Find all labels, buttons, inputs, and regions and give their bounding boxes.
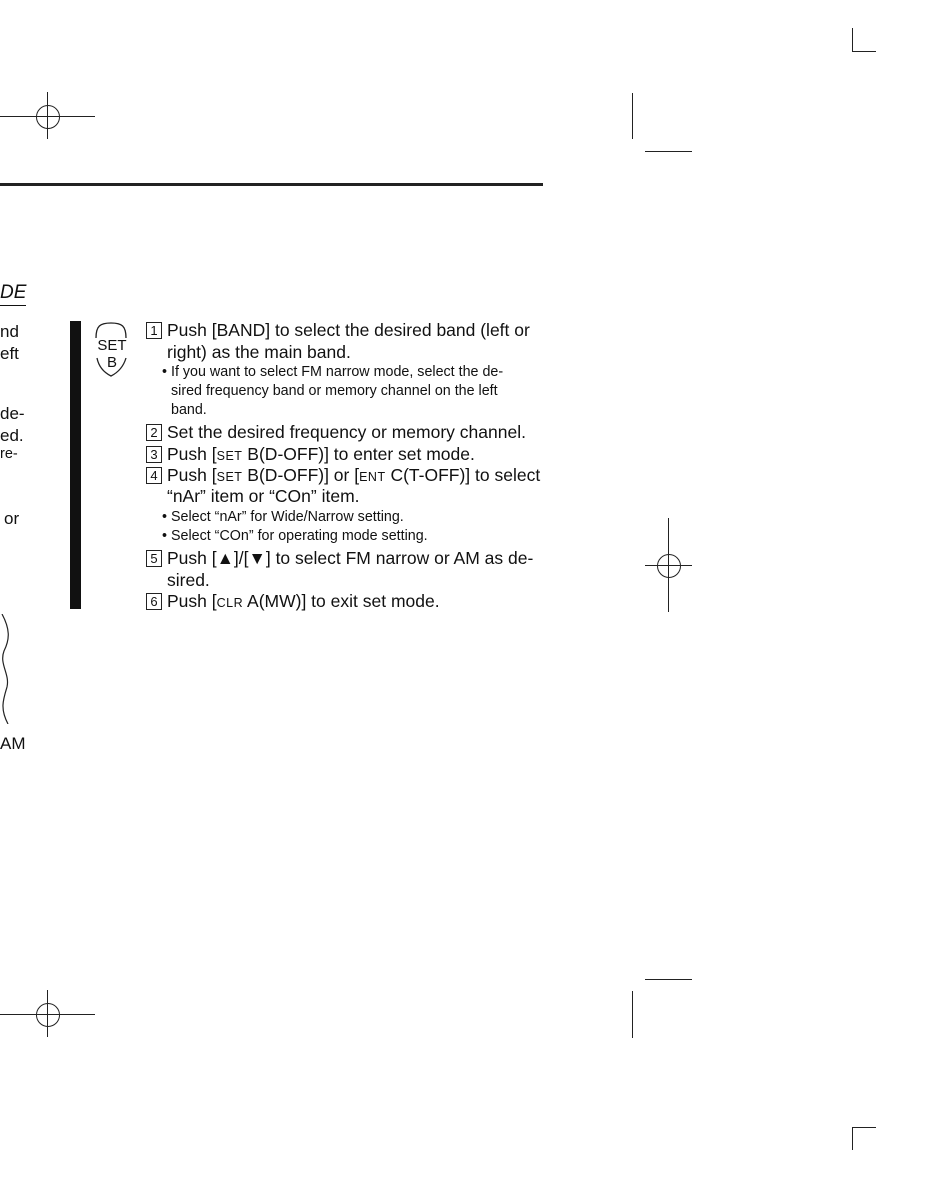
step-number: 3: [146, 446, 162, 463]
note-bullet-continuation: sired frequency band or memory channel on the left: [171, 383, 498, 399]
text-fragment: eft: [0, 344, 19, 363]
set-key-label: SET: [97, 337, 127, 354]
crop-mark: [852, 1127, 853, 1150]
key-label: ENT: [359, 470, 386, 484]
step-text: Push [BAND] to select the desired band (left or: [167, 320, 530, 340]
step-number: 5: [146, 550, 162, 567]
step-5: [146, 548, 533, 569]
text-fragment: AM: [0, 734, 26, 753]
text-fragment: or: [4, 509, 20, 528]
text-fragment: nd: [0, 322, 19, 341]
text-fragment: re-: [0, 446, 18, 462]
crop-mark: [632, 991, 633, 1038]
heading-fragment: DE: [0, 282, 26, 306]
step-number: 1: [146, 322, 162, 339]
step-3: [146, 444, 475, 467]
step-2: [146, 422, 526, 443]
step-1: [146, 320, 530, 341]
key-label: CLR: [216, 596, 244, 610]
crop-mark: [852, 28, 853, 51]
section-bar: [70, 321, 81, 609]
note-bullet: • Select “nAr” for Wide/Narrow setting.: [162, 509, 404, 525]
registration-mark-circle: [657, 554, 681, 578]
crop-mark: [852, 1127, 876, 1128]
step-text: B(D-OFF)] to enter set mode.: [242, 444, 475, 464]
step-4: [146, 465, 540, 488]
header-rule: [0, 183, 543, 186]
step-4-continuation: “nAr” item or “COn” item.: [167, 486, 360, 506]
crop-mark: [632, 93, 633, 139]
step-text: B(D-OFF)] or [: [242, 465, 360, 485]
crop-mark: [645, 979, 692, 980]
step-1-continuation: right) as the main band.: [167, 342, 351, 362]
crop-mark: [852, 51, 876, 52]
key-label: SET: [216, 470, 243, 484]
step-number: 2: [146, 424, 162, 441]
step-text: Push [: [167, 465, 217, 485]
step-text: Set the desired frequency or memory channel.: [167, 422, 526, 442]
note-bullet: • If you want to select FM narrow mode, select the de-: [162, 364, 504, 380]
text-fragment: de-: [0, 404, 25, 423]
step-5-continuation: sired.: [167, 570, 210, 590]
step-text: Push [: [167, 444, 217, 464]
step-text: Push [: [167, 591, 217, 611]
step-number: 4: [146, 467, 162, 484]
note-bullet: • Select “COn” for operating mode setting.: [162, 528, 428, 544]
wavy-break-line: [0, 614, 14, 724]
step-number: 6: [146, 593, 162, 610]
set-key-sub-label: B: [106, 354, 117, 371]
crop-mark: [645, 151, 692, 152]
text-fragment: ed.: [0, 426, 24, 445]
step-text: C(T-OFF)] to select: [385, 465, 541, 485]
key-label: SET: [216, 449, 243, 463]
step-6: [146, 591, 440, 614]
step-text: Push [▲]/[▼] to select FM narrow or AM as de-: [167, 548, 534, 568]
note-bullet-continuation: band.: [171, 402, 207, 418]
step-text: A(MW)] to exit set mode.: [243, 591, 440, 611]
registration-mark-circle: [36, 105, 60, 129]
registration-mark-circle: [36, 1003, 60, 1027]
